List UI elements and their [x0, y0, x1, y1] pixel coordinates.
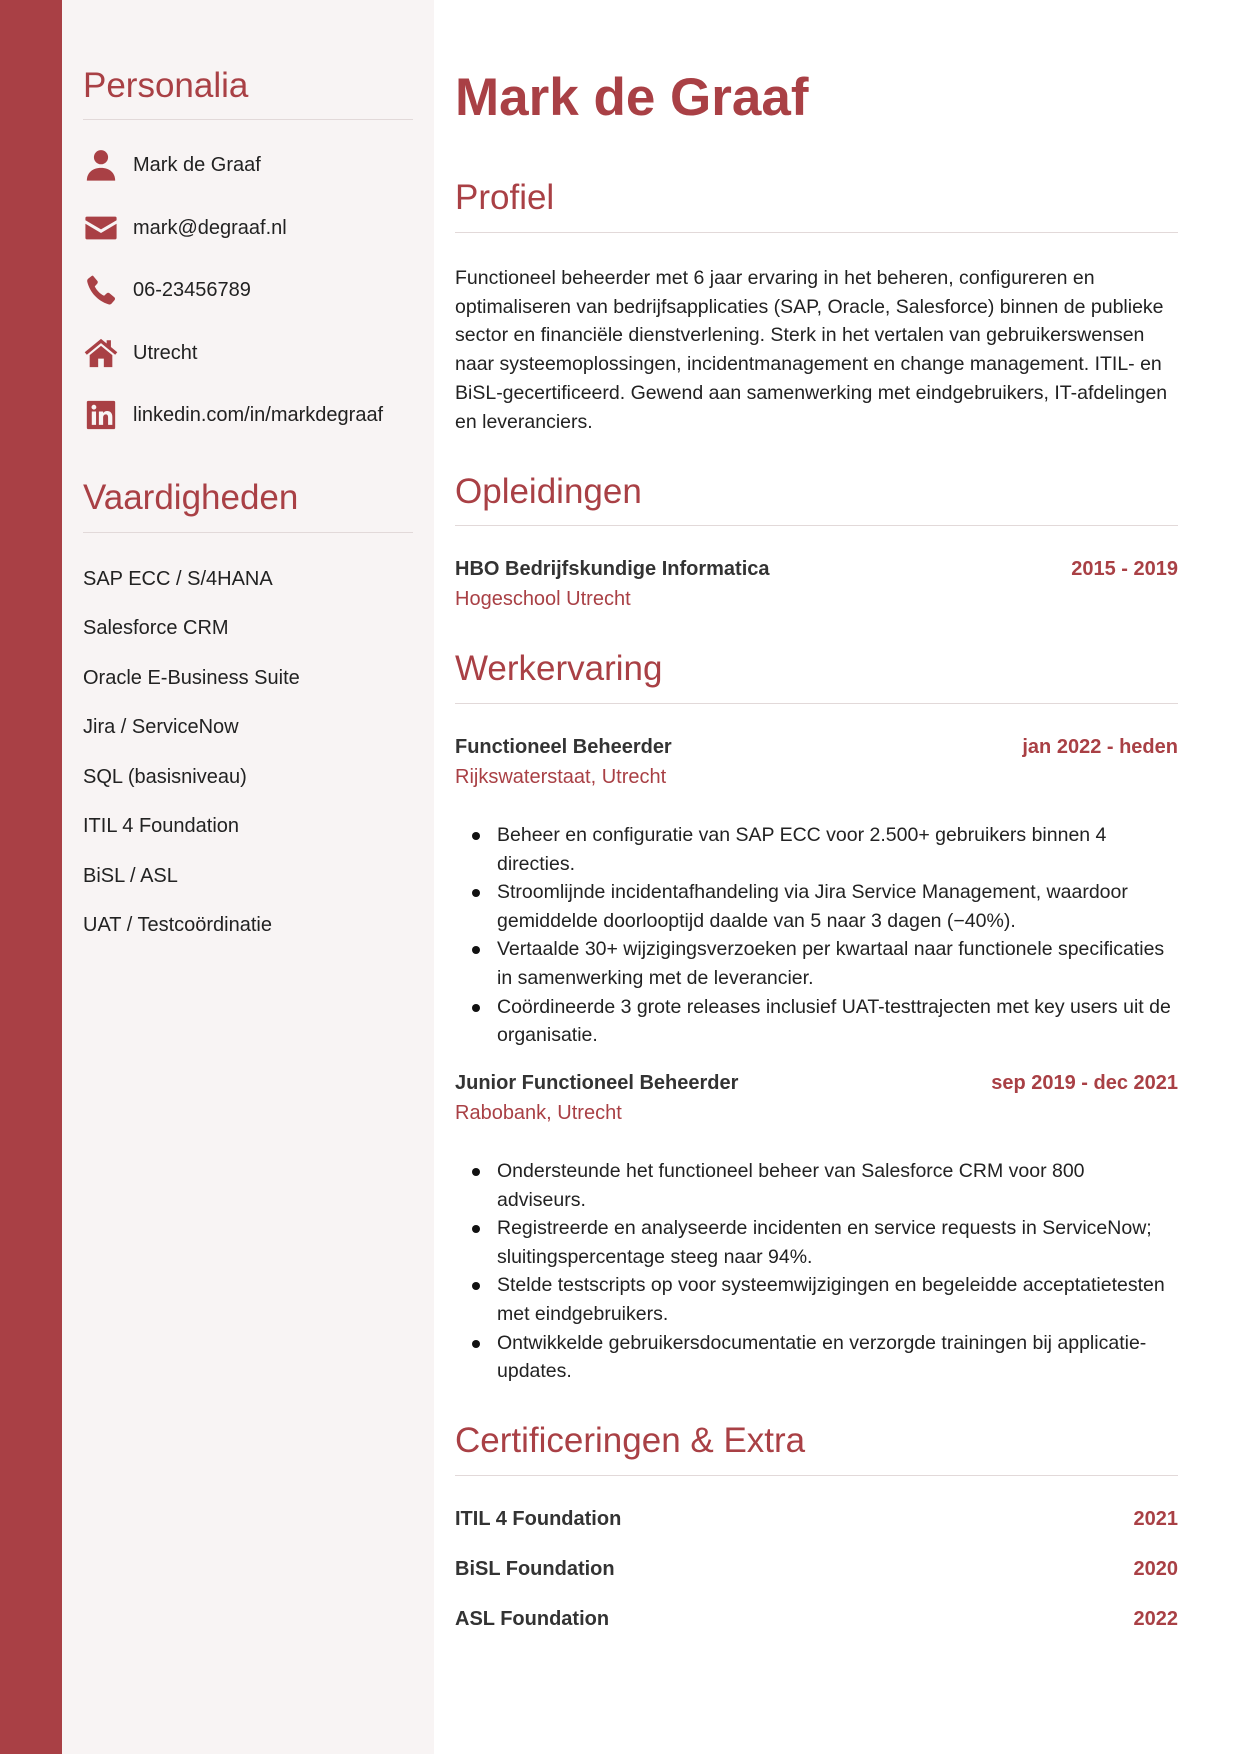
list-item: Ontwikkelde gebruikersdocumentatie en verzorgde trainingen bij applicatie-updates. — [455, 1329, 1178, 1386]
list-item: Vertaalde 30+ wijzigingsverzoeken per kwartaal naar functionele specificaties in samenwerking met de leverancier. — [455, 935, 1178, 992]
main-content — [434, 0, 1241, 1754]
job-entry — [455, 736, 1178, 759]
list-item: Stelde testscripts op voor systeemwijzigingen en begeleidde acceptatietesten met eindgebruikers. — [455, 1271, 1178, 1328]
cert-entry — [455, 1558, 1178, 1581]
education-heading: Opleidingen — [455, 472, 642, 511]
divider — [455, 525, 1178, 526]
list-item: Registreerde en analyseerde incidenten en service requests in ServiceNow; sluitingspercentage steeg naar 94%. — [455, 1214, 1178, 1271]
home-icon — [83, 335, 119, 371]
contact-phone[interactable] — [83, 270, 251, 310]
candidate-name: Mark de Graaf — [455, 68, 809, 127]
divider — [455, 703, 1178, 704]
linkedin-icon — [83, 397, 119, 433]
sidebar — [62, 0, 434, 1754]
envelope-icon — [83, 210, 119, 246]
education-title: HBO Bedrijfskundige Informatica — [455, 558, 770, 580]
skill-item: Jira / ServiceNow — [83, 716, 239, 738]
job-date: sep 2019 - dec 2021 — [991, 1072, 1178, 1094]
contact-name — [83, 145, 261, 185]
job-bullets — [455, 821, 1178, 1050]
education-date: 2015 - 2019 — [1071, 558, 1178, 580]
education-school: Hogeschool Utrecht — [455, 588, 631, 610]
job-employer: Rabobank, Utrecht — [455, 1102, 622, 1124]
profile-text: Functioneel beheerder met 6 jaar ervaring in het beheren, configureren en optimaliseren van bedrijfsapplicaties (SAP, Oracle, Salesforce) binnen de publieke sector en financiële dienstverlening. Sterk in het vertalen van gebruikerswensen naar systeemoplossingen, incidentmanagement en change management. ITIL- en BiSL-gecertificeerd. Gewend aan samenwerking met eindgebruikers, IT-afdelingen en leveranciers. — [455, 267, 1168, 433]
divider — [83, 532, 413, 533]
cert-title: ASL Foundation — [455, 1608, 610, 1630]
contact-location-text: Utrecht — [133, 341, 198, 364]
cert-title: BiSL Foundation — [455, 1558, 615, 1580]
skill-item: SAP ECC / S/4HANA — [83, 568, 273, 590]
phone-icon — [83, 272, 119, 308]
skill-item: ITIL 4 Foundation — [83, 815, 240, 837]
skill-item: BiSL / ASL — [83, 865, 178, 887]
job-bullets — [455, 1157, 1178, 1386]
contact-location — [83, 333, 197, 373]
job-title: Functioneel Beheerder — [455, 736, 672, 758]
list-item: Beheer en configuratie van SAP ECC voor 2.500+ gebruikers binnen 4 directies. — [455, 821, 1178, 878]
contact-linkedin[interactable] — [83, 395, 383, 435]
list-item: Stroomlijnde incidentafhandeling via Jira Service Management, waardoor gemiddelde doorlooptijd daalde van 5 naar 3 dagen (−40%). — [455, 878, 1178, 935]
divider — [455, 1475, 1178, 1476]
accent-stripe — [0, 0, 62, 1754]
cert-entry — [455, 1508, 1178, 1531]
skill-item: Oracle E-Business Suite — [83, 667, 300, 689]
education-entry — [455, 558, 1178, 581]
skill-item: UAT / Testcoördinatie — [83, 914, 272, 936]
skill-item: SQL (basisniveau) — [83, 766, 247, 788]
certs-heading: Certificeringen & Extra — [455, 1421, 806, 1460]
user-icon — [83, 147, 119, 183]
contact-name-text: Mark de Graaf — [133, 153, 261, 176]
job-entry — [455, 1072, 1178, 1095]
skill-item: Salesforce CRM — [83, 617, 229, 639]
contact-linkedin-text[interactable]: linkedin.com/in/markdegraaf — [133, 403, 384, 426]
cert-title: ITIL 4 Foundation — [455, 1508, 622, 1530]
skills-heading: Vaardigheden — [83, 478, 299, 517]
profile-heading: Profiel — [455, 178, 555, 217]
job-employer: Rijkswaterstaat, Utrecht — [455, 766, 667, 788]
job-title: Junior Functioneel Beheerder — [455, 1072, 739, 1094]
personalia-heading: Personalia — [83, 66, 249, 105]
cert-entry — [455, 1608, 1178, 1631]
experience-heading: Werkervaring — [455, 649, 663, 688]
contact-email[interactable] — [83, 208, 287, 248]
list-item: Ondersteunde het functioneel beheer van Salesforce CRM voor 800 adviseurs. — [455, 1157, 1178, 1214]
cert-year: 2022 — [1133, 1608, 1178, 1630]
contact-email-text[interactable]: mark@degraaf.nl — [133, 216, 287, 239]
divider — [83, 119, 413, 120]
job-date: jan 2022 - heden — [1022, 736, 1178, 758]
cert-year: 2021 — [1133, 1508, 1178, 1530]
list-item: Coördineerde 3 grote releases inclusief UAT-testtrajecten met key users uit de organisatie. — [455, 993, 1178, 1050]
divider — [455, 232, 1178, 233]
contact-phone-text[interactable]: 06-23456789 — [133, 278, 251, 301]
cert-year: 2020 — [1133, 1558, 1178, 1580]
